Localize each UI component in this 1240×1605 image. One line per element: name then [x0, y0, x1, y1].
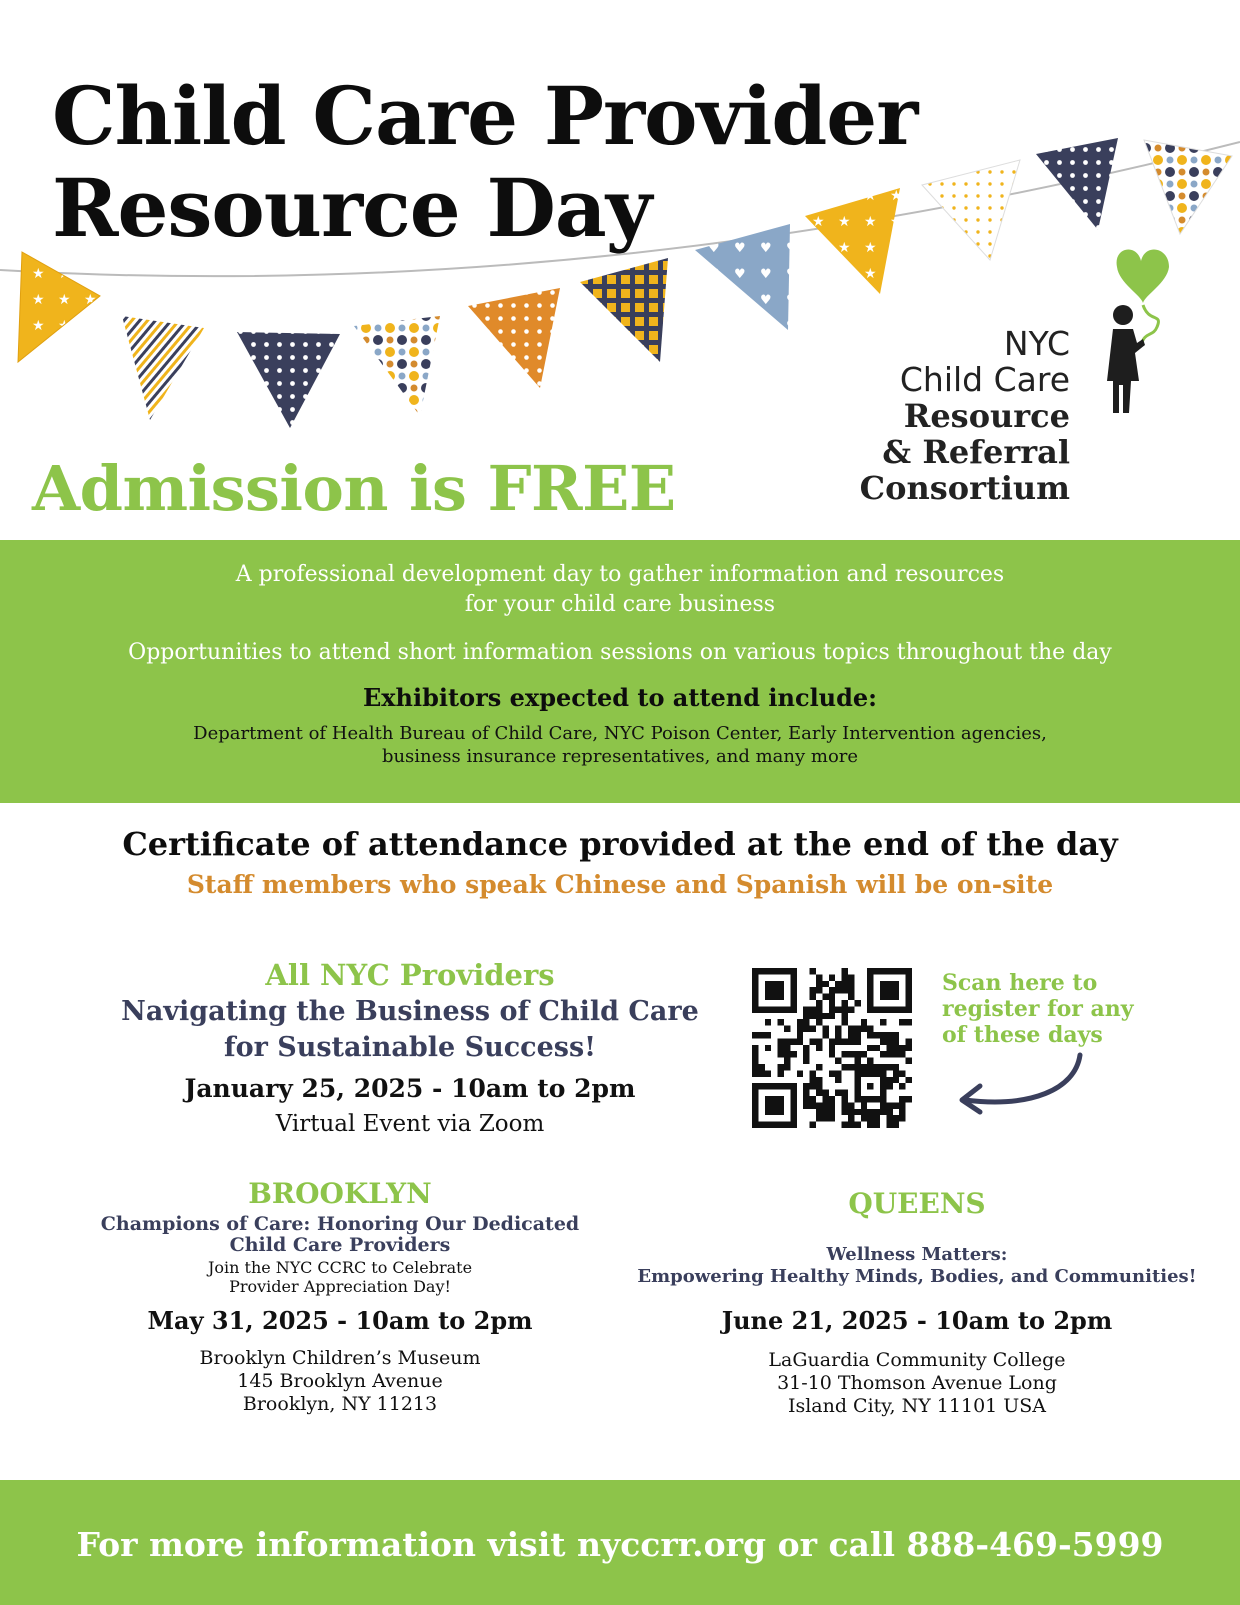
- brooklyn-heading: BROOKLYN: [248, 1177, 432, 1210]
- title-line-1: Child Care Provider: [52, 69, 918, 163]
- logo-line-4: & Referral: [882, 433, 1070, 471]
- event-location: Virtual Event via Zoom: [275, 1111, 545, 1137]
- scan-label-line-3: of these days: [942, 1022, 1103, 1048]
- pennant-11: [1144, 140, 1232, 234]
- pennant-4: [354, 316, 440, 416]
- logo-wordmark: [820, 326, 1070, 506]
- pennant-1: [18, 252, 100, 362]
- certificate-text: Certificate of attendance provided at the end of the day: [122, 825, 1118, 863]
- logo-line-5: Consortium: [859, 469, 1070, 507]
- event-subtitle: [70, 994, 750, 1066]
- pennant-5: [468, 288, 560, 388]
- brooklyn-note-line-2: Provider Appreciation Day!: [229, 1277, 451, 1296]
- queens-subtitle: [612, 1244, 1222, 1288]
- event-date: January 25, 2025 - 10am to 2pm: [184, 1074, 636, 1103]
- pennant-9: [922, 160, 1020, 260]
- scan-register-label: [942, 970, 1162, 1048]
- exhibitors-list: [0, 722, 1240, 768]
- qr-code[interactable]: [752, 968, 912, 1128]
- event-heading: All NYC Providers: [265, 958, 555, 992]
- sessions-text: Opportunities to attend short information sessions on various topics throughout the day: [128, 640, 1112, 665]
- scan-label-line-1: Scan here to: [942, 970, 1098, 996]
- event-queens: [612, 1188, 1222, 1418]
- event-subtitle-line-2: for Sustainable Success!: [223, 1032, 597, 1063]
- queens-address-line-3: Island City, NY 11101 USA: [787, 1395, 1047, 1417]
- queens-subtitle-line-2: Empowering Healthy Minds, Bodies, and Communities!: [637, 1266, 1197, 1287]
- queens-address-line-2: 31-10 Thomson Avenue Long: [777, 1372, 1057, 1394]
- queens-address: [612, 1349, 1222, 1418]
- description-line-1: A professional development day to gather information and resources: [235, 562, 1005, 587]
- footer-band: [0, 1480, 1240, 1605]
- description-line-2: for your child care business: [464, 592, 776, 617]
- brooklyn-address-line-1: Brooklyn Children’s Museum: [199, 1347, 481, 1369]
- description: [0, 560, 1240, 620]
- footer-contact-text[interactable]: For more information visit nyccrr.org or call 888-469-5999: [76, 1525, 1164, 1564]
- staff-languages-text: Staff members who speak Chinese and Spanish will be on-site: [186, 870, 1054, 899]
- logo-line-2: Child Care: [899, 360, 1070, 399]
- brooklyn-subtitle-line-2: Child Care Providers: [229, 1234, 451, 1256]
- logo-line-3: Resource: [903, 397, 1070, 435]
- admission-heading: Admission is FREE: [32, 452, 676, 525]
- brooklyn-address-line-3: Brooklyn, NY 11213: [242, 1393, 438, 1415]
- exhibitors-line-2: business insurance representatives, and many more: [381, 746, 859, 767]
- queens-heading: QUEENS: [848, 1187, 986, 1220]
- brooklyn-subtitle: [70, 1214, 610, 1256]
- pennant-6: [580, 258, 668, 362]
- brooklyn-note-line-1: Join the NYC CCRC to Celebrate: [207, 1258, 473, 1277]
- pennant-7: [695, 224, 790, 330]
- brooklyn-note: [70, 1258, 610, 1296]
- exhibitors-line-1: Department of Health Bureau of Child Care, NYC Poison Center, Early Intervention agencies,: [193, 723, 1047, 744]
- brooklyn-subtitle-line-1: Champions of Care: Honoring Our Dedicated: [100, 1213, 580, 1235]
- scan-label-line-2: register for any: [942, 996, 1134, 1022]
- event-subtitle-line-1: Navigating the Business of Child Care: [121, 996, 699, 1027]
- pennant-2: [122, 316, 204, 420]
- pennant-8: [805, 188, 900, 294]
- exhibitors-heading: Exhibitors expected to attend include:: [362, 683, 878, 712]
- child-balloon-logo-icon: [1105, 235, 1205, 420]
- event-brooklyn: [70, 1178, 610, 1416]
- queens-address-line-1: LaGuardia Community College: [768, 1349, 1066, 1371]
- event-all-nyc: [70, 958, 750, 1137]
- info-band: [0, 540, 1240, 803]
- queens-date: June 21, 2025 - 10am to 2pm: [721, 1306, 1113, 1335]
- queens-subtitle-line-1: Wellness Matters:: [826, 1244, 1008, 1265]
- brooklyn-date: May 31, 2025 - 10am to 2pm: [147, 1306, 533, 1335]
- logo-line-1: NYC: [1003, 324, 1070, 363]
- pennant-3: [237, 332, 340, 428]
- brooklyn-address-line-2: 145 Brooklyn Avenue: [237, 1370, 443, 1392]
- brooklyn-address: [70, 1347, 610, 1416]
- curved-arrow-icon: [950, 1050, 1090, 1120]
- pennant-10: [1036, 138, 1118, 230]
- title-line-2: Resource Day: [52, 161, 652, 255]
